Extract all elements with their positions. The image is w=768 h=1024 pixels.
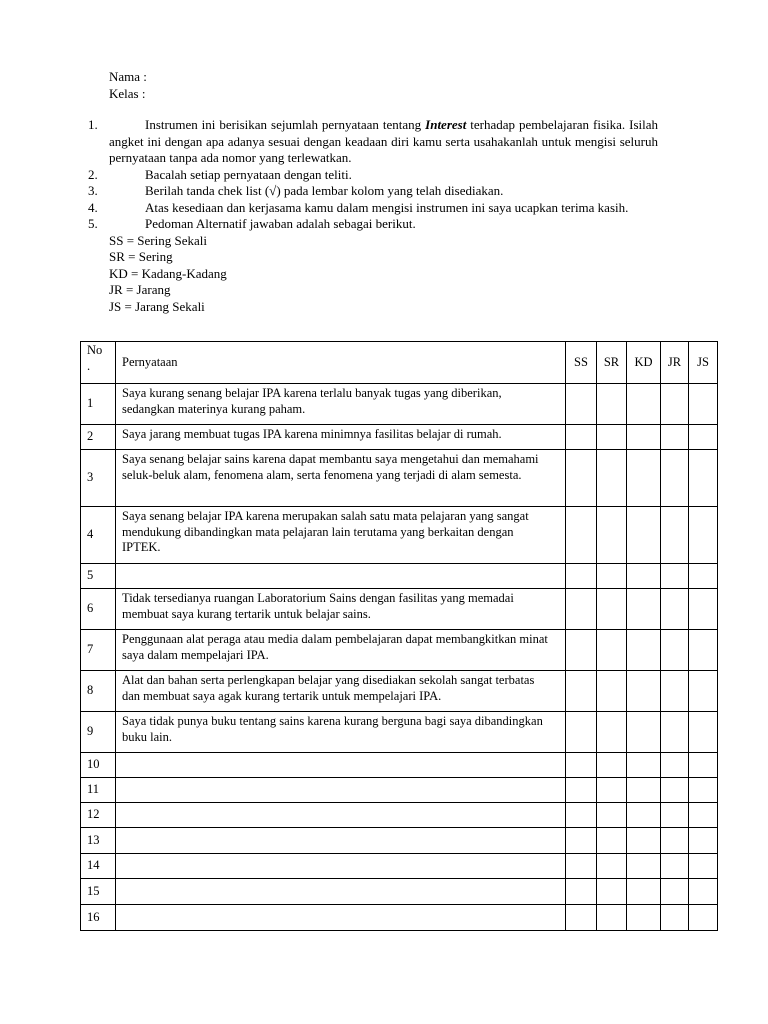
row-statement [116, 803, 566, 828]
answer-cell-sr[interactable] [597, 712, 627, 753]
instruction-text-before: Instrumen ini berisikan sejumlah pernyataan tentang [145, 117, 426, 132]
answer-cell-js[interactable] [689, 854, 718, 879]
nama-label: Nama : [109, 69, 147, 84]
answer-cell-kd[interactable] [627, 507, 661, 564]
answer-cell-kd[interactable] [627, 828, 661, 854]
table-header-row [81, 342, 718, 384]
answer-cell-kd[interactable] [627, 450, 661, 507]
answer-cell-kd[interactable] [627, 905, 661, 931]
legend-item-jr: JR = Jarang [109, 282, 171, 297]
answer-cell-kd[interactable] [627, 671, 661, 712]
table-row [81, 589, 718, 630]
instruction-text: Bacalah setiap pernyataan dengan teliti. [145, 166, 352, 182]
row-statement: Saya senang belajar IPA karena merupakan salah satu mata pelajaran yang sangat mendukung dibandingkan mata pelajaran lain terutama yang berkaitan dengan IPTEK. [116, 507, 566, 564]
answer-cell-ss[interactable] [566, 905, 597, 931]
answer-cell-kd[interactable] [627, 564, 661, 589]
answer-cell-ss[interactable] [566, 828, 597, 854]
answer-cell-js[interactable] [689, 905, 718, 931]
row-number: 4 [81, 507, 116, 564]
table-row [81, 778, 718, 803]
instruction-number: 2. [88, 166, 98, 182]
row-statement: Tidak tersedianya ruangan Laboratorium Sains dengan fasilitas yang memadai membuat saya kurang tertarik untuk belajar sains. [116, 589, 566, 630]
answer-cell-jr[interactable] [661, 753, 689, 778]
answer-cell-kd[interactable] [627, 425, 661, 450]
answer-cell-jr[interactable] [661, 671, 689, 712]
row-statement [116, 828, 566, 854]
answer-cell-ss[interactable] [566, 854, 597, 879]
answer-cell-jr[interactable] [661, 589, 689, 630]
answer-cell-ss[interactable] [566, 507, 597, 564]
answer-cell-js[interactable] [689, 630, 718, 671]
answer-cell-jr[interactable] [661, 712, 689, 753]
row-statement [116, 753, 566, 778]
table-row [81, 905, 718, 931]
answer-cell-ss[interactable] [566, 778, 597, 803]
answer-cell-jr[interactable] [661, 905, 689, 931]
row-number: 6 [81, 589, 116, 630]
answer-cell-js[interactable] [689, 589, 718, 630]
row-number: 11 [81, 778, 116, 803]
table-row [81, 753, 718, 778]
row-statement: Saya senang belajar sains karena dapat membantu saya mengetahui dan memahami seluk-beluk alam, fenomena alam, serta fenomena yang terjadi di alam semesta. [116, 450, 566, 507]
row-number: 15 [81, 879, 116, 905]
answer-cell-js[interactable] [689, 507, 718, 564]
row-statement [116, 879, 566, 905]
answer-cell-js[interactable] [689, 671, 718, 712]
row-number: 1 [81, 384, 116, 425]
row-statement: Penggunaan alat peraga atau media dalam pembelajaran dapat membangkitkan minat saya dalam mempelajari IPA. [116, 630, 566, 671]
answer-cell-jr[interactable] [661, 450, 689, 507]
instruction-text: Atas kesediaan dan kerjasama kamu dalam mengisi instrumen ini saya ucapkan terima kasih. [145, 199, 629, 215]
answer-cell-js[interactable] [689, 778, 718, 803]
answer-cell-sr[interactable] [597, 671, 627, 712]
answer-cell-sr[interactable] [597, 879, 627, 905]
table-row [81, 671, 718, 712]
instruction-text: Berilah tanda chek list (√) pada lembar kolom yang telah disediakan. [145, 183, 504, 198]
answer-cell-ss[interactable] [566, 425, 597, 450]
legend-item-ss: SS = Sering Sekali [109, 232, 207, 248]
row-number: 3 [81, 450, 116, 507]
answer-cell-kd[interactable] [627, 589, 661, 630]
answer-cell-js[interactable] [689, 879, 718, 905]
instruction-text: Pedoman Alternatif jawaban adalah sebagai berikut. [145, 216, 416, 231]
answer-cell-sr[interactable] [597, 507, 627, 564]
interest-emphasis: Interest [425, 117, 467, 132]
answer-cell-ss[interactable] [566, 384, 597, 425]
table-row [81, 854, 718, 879]
answer-cell-jr[interactable] [661, 564, 689, 589]
student-header [109, 69, 147, 102]
answer-cell-kd[interactable] [627, 712, 661, 753]
row-number: 13 [81, 828, 116, 854]
answer-cell-sr[interactable] [597, 828, 627, 854]
row-number: 9 [81, 712, 116, 753]
table-row [81, 450, 718, 507]
header-no-dot: . [87, 358, 91, 373]
answer-cell-ss[interactable] [566, 450, 597, 507]
answer-cell-jr[interactable] [661, 425, 689, 450]
answer-cell-js[interactable] [689, 803, 718, 828]
answer-cell-kd[interactable] [627, 778, 661, 803]
instruction-item-1 [88, 117, 658, 167]
header-jr: JR [661, 342, 689, 384]
answer-cell-sr[interactable] [597, 564, 627, 589]
table-row [81, 828, 718, 854]
answer-cell-kd[interactable] [627, 384, 661, 425]
answer-cell-kd[interactable] [627, 854, 661, 879]
answer-cell-js[interactable] [689, 425, 718, 450]
row-statement: Saya tidak punya buku tentang sains karena kurang berguna bagi saya dibandingkan buku lain. [116, 712, 566, 753]
answer-cell-sr[interactable] [597, 778, 627, 803]
row-number: 14 [81, 854, 116, 879]
answer-cell-sr[interactable] [597, 803, 627, 828]
row-statement [116, 905, 566, 931]
row-statement [116, 854, 566, 879]
instruction-number: 1. [88, 117, 98, 132]
row-number: 2 [81, 425, 116, 450]
answer-cell-js[interactable] [689, 828, 718, 854]
row-number: 12 [81, 803, 116, 828]
table-body [81, 384, 718, 931]
answer-cell-ss[interactable] [566, 630, 597, 671]
answer-cell-sr[interactable] [597, 905, 627, 931]
header-ss: SS [566, 342, 597, 384]
row-statement: Alat dan bahan serta perlengkapan belajar yang disediakan sekolah sangat terbatas dan membuat saya agak kurang tertarik untuk mempelajari IPA. [116, 671, 566, 712]
answer-cell-jr[interactable] [661, 803, 689, 828]
instruction-number: 3. [88, 183, 98, 198]
table-row [81, 879, 718, 905]
answer-cell-js[interactable] [689, 450, 718, 507]
answer-cell-jr[interactable] [661, 507, 689, 564]
row-number: 10 [81, 753, 116, 778]
answer-cell-ss[interactable] [566, 803, 597, 828]
row-number: 16 [81, 905, 116, 931]
answer-cell-jr[interactable] [661, 879, 689, 905]
answer-cell-jr[interactable] [661, 854, 689, 879]
table-row [81, 630, 718, 671]
answer-legend [88, 233, 658, 316]
answer-cell-js[interactable] [689, 564, 718, 589]
row-number: 8 [81, 671, 116, 712]
answer-cell-ss[interactable] [566, 589, 597, 630]
header-kd: KD [627, 342, 661, 384]
row-number: 5 [81, 564, 116, 589]
instruction-item-4 [88, 200, 658, 217]
answer-cell-js[interactable] [689, 712, 718, 753]
instruction-item-5 [88, 216, 658, 233]
answer-cell-js[interactable] [689, 384, 718, 425]
header-statement: Pernyataan [116, 342, 566, 384]
answer-cell-sr[interactable] [597, 753, 627, 778]
answer-cell-jr[interactable] [661, 384, 689, 425]
answer-cell-sr[interactable] [597, 854, 627, 879]
answer-cell-ss[interactable] [566, 564, 597, 589]
table-row [81, 507, 718, 564]
legend-item-kd: KD = Kadang-Kadang [109, 265, 227, 281]
answer-cell-ss[interactable] [566, 712, 597, 753]
legend-item-js: JS = Jarang Sekali [109, 298, 205, 314]
answer-cell-sr[interactable] [597, 384, 627, 425]
instruction-item-3 [88, 183, 658, 200]
answer-cell-jr[interactable] [661, 828, 689, 854]
answer-cell-kd[interactable] [627, 879, 661, 905]
instruction-item-2 [88, 167, 658, 184]
legend-item-sr: SR = Sering [109, 249, 173, 264]
answer-cell-ss[interactable] [566, 753, 597, 778]
instruction-number: 5. [88, 216, 98, 231]
answer-cell-js[interactable] [689, 753, 718, 778]
answer-cell-sr[interactable] [597, 450, 627, 507]
header-sr: SR [597, 342, 627, 384]
answer-cell-kd[interactable] [627, 630, 661, 671]
header-js: JS [689, 342, 718, 384]
row-statement [116, 564, 566, 589]
answer-cell-ss[interactable] [566, 879, 597, 905]
kelas-label: Kelas : [109, 85, 146, 101]
answer-cell-kd[interactable] [627, 753, 661, 778]
answer-cell-ss[interactable] [566, 671, 597, 712]
table-row [81, 384, 718, 425]
row-statement: Saya kurang senang belajar IPA karena terlalu banyak tugas yang diberikan, sedangkan materinya kurang paham. [116, 384, 566, 425]
row-statement [116, 778, 566, 803]
table-row [81, 564, 718, 589]
instruction-text-after: terhadap pembelajaran fisika. Isilah angket ini dengan apa adanya sesuai dengan keadaan diri kamu serta usahakanlah untuk mengisi seluruh pernyataan tanpa ada nomor yang terlewatkan. [109, 117, 659, 165]
row-number: 7 [81, 630, 116, 671]
header-no-label: No [87, 343, 103, 357]
answer-cell-jr[interactable] [661, 778, 689, 803]
answer-cell-kd[interactable] [627, 803, 661, 828]
instruction-number: 4. [88, 199, 98, 215]
questionnaire-table [80, 341, 718, 931]
answer-cell-sr[interactable] [597, 425, 627, 450]
instructions-list [88, 117, 658, 315]
answer-cell-sr[interactable] [597, 630, 627, 671]
answer-cell-sr[interactable] [597, 589, 627, 630]
table-row [81, 425, 718, 450]
table-row [81, 712, 718, 753]
answer-cell-jr[interactable] [661, 630, 689, 671]
table-row [81, 803, 718, 828]
row-statement: Saya jarang membuat tugas IPA karena minimnya fasilitas belajar di rumah. [116, 425, 566, 450]
header-no [81, 342, 116, 384]
